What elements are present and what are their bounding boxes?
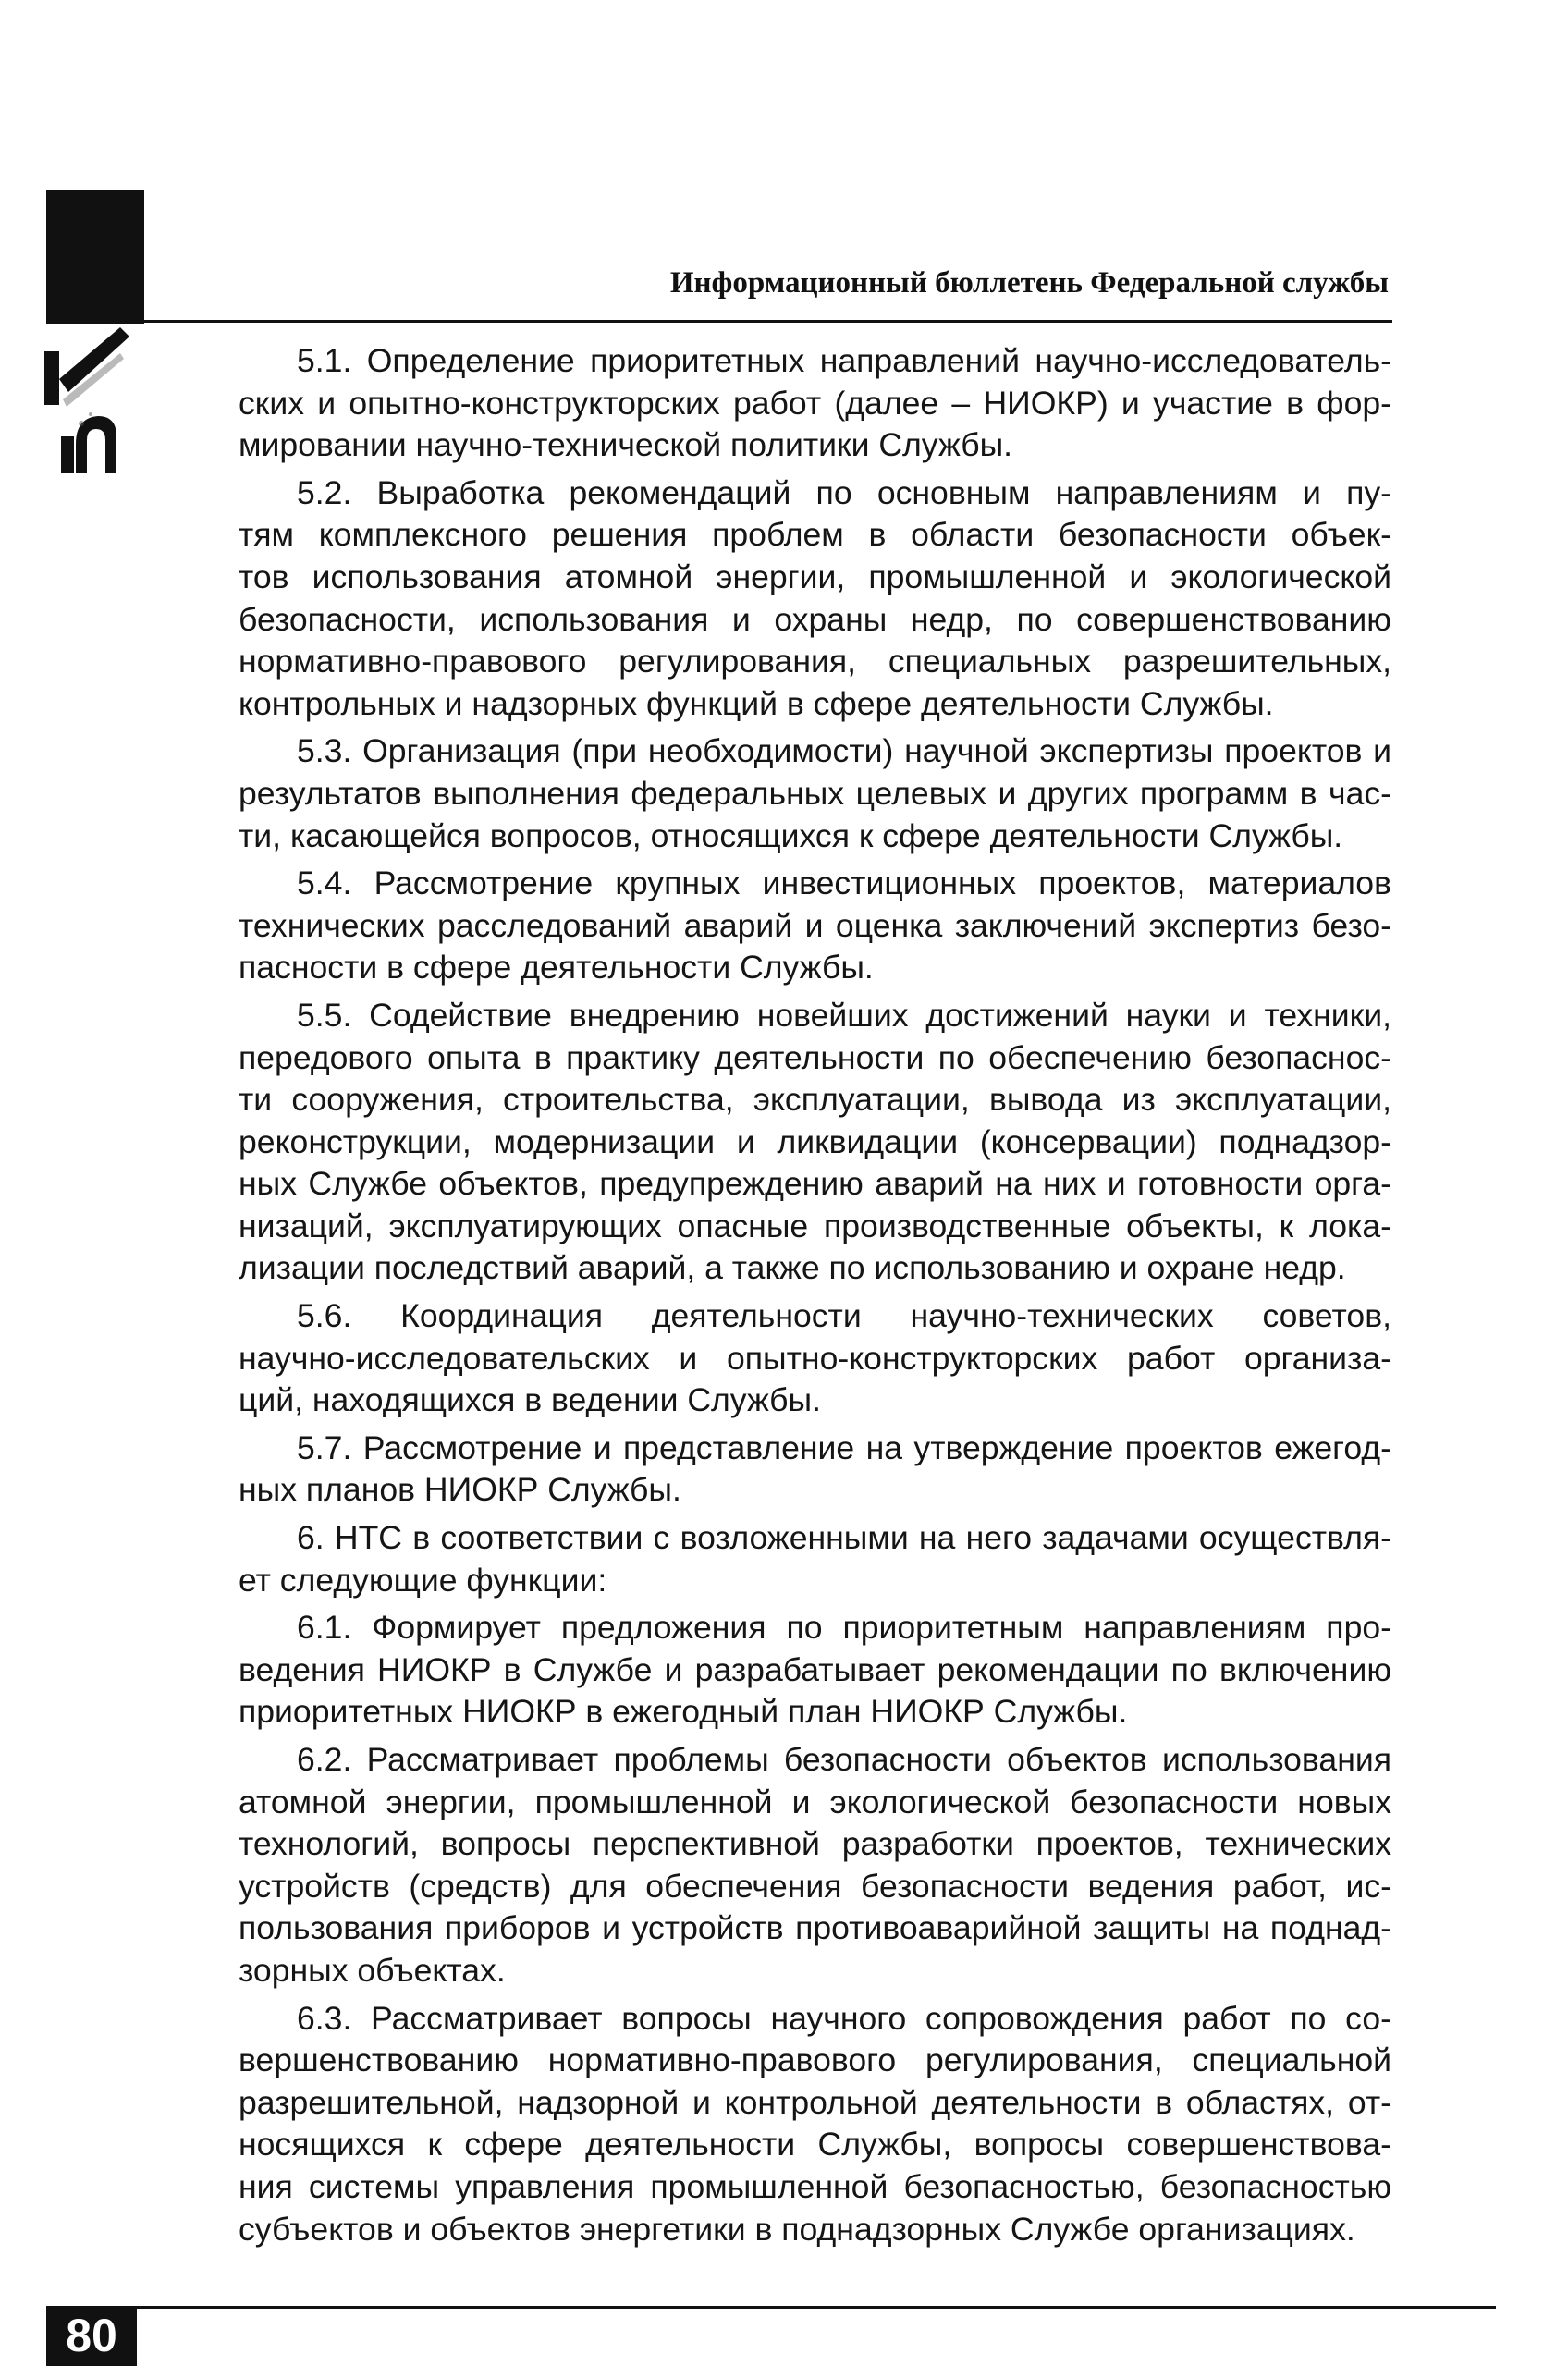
text-line: ти сооружения, строительства, эксплуатации, вывода из эксплуатации, — [239, 1081, 1391, 1119]
text-line: 5.7. Рассмотрение и представление на утверждение проектов ежегод- — [297, 1428, 1391, 1466]
text-line: 6.3. Рассматривает вопросы научного сопровождения работ по со- — [297, 1999, 1391, 2037]
text-line: субъектов и объектов энергетики в поднадзорных Службе организациях. — [239, 2210, 1355, 2248]
text-line: реконструкции, модернизации и ликвидации (консервации) поднадзор- — [239, 1122, 1391, 1160]
paragraph-5-7 — [180, 1428, 1391, 1512]
text-line: ет следующие функции: — [239, 1561, 607, 1599]
text-line: устройств (средств) для обеспечения безопасности ведения работ, ис- — [239, 1867, 1391, 1905]
text-line: пасности в сфере деятельности Службы. — [239, 949, 874, 987]
running-header-title: Информационный бюллетень Федеральной службы — [669, 266, 1389, 300]
paragraph-5-5 — [180, 995, 1391, 1290]
text-line: передового опыта в практику деятельности по обеспечению безопаснос- — [239, 1038, 1391, 1076]
text-line: носящихся к сфере деятельности Службы, вопросы совершенствова- — [239, 2126, 1391, 2164]
text-line: тов использования атомной энергии, промышленной и экологической — [239, 558, 1391, 595]
paragraph-5-2 — [180, 472, 1391, 726]
text-line: ций, находящихся в ведении Службы. — [239, 1381, 822, 1419]
text-line: ских и опытно-конструкторских работ (далее – НИОКР) и участие в фор- — [239, 384, 1391, 422]
text-line: низаций, эксплуатирующих опасные производственные объекты, к лока- — [239, 1207, 1391, 1244]
paragraph-6 — [180, 1517, 1391, 1601]
text-line: тям комплексного решения проблем в области безопасности объек- — [239, 516, 1391, 554]
text-line: ных Службе объектов, предупреждению аварий на них и готовности орга- — [239, 1165, 1391, 1203]
paragraph-5-3 — [180, 730, 1391, 857]
paragraph-5-6 — [180, 1295, 1391, 1422]
text-line: 5.3. Организация (при необходимости) научной экспертизы проектов и — [297, 732, 1391, 770]
text-line: безопасности, использования и охраны недр, по совершенствованию — [239, 600, 1391, 638]
text-line: результатов выполнения федеральных целевых и других программ в час- — [239, 774, 1391, 812]
text-line: ных планов НИОКР Службы. — [239, 1471, 681, 1509]
text-line: пользования приборов и устройств противоаварийной защиты на поднад- — [239, 1909, 1391, 1947]
paragraph-6-1 — [180, 1607, 1391, 1734]
paragraph-5-1 — [180, 340, 1391, 467]
text-line: лизации последствий аварий, а также по использованию и охране недр. — [239, 1249, 1346, 1287]
text-line: зорных объектах. — [239, 1951, 506, 1989]
paragraph-6-2 — [180, 1739, 1391, 1992]
text-line: 5.6. Координация деятельности научно-технических советов, — [297, 1297, 1391, 1335]
text-line: нормативно-правового регулирования, специальных разрешительных, — [239, 643, 1391, 680]
text-line: ти, касающейся вопросов, относящихся к сфере деятельности Службы. — [239, 816, 1343, 854]
header-rule — [144, 320, 1392, 323]
paragraph-5-4 — [180, 863, 1391, 989]
page-number: 80 — [46, 2306, 137, 2366]
text-line: 5.2. Выработка рекомендаций по основным направлениям и пу- — [297, 473, 1391, 511]
text-line: 5.1. Определение приоритетных направлений научно-исследователь- — [297, 342, 1391, 379]
text-line: приоритетных НИОКР в ежегодный план НИОКР Службы. — [239, 1693, 1128, 1731]
text-line: 5.5. Содействие внедрению новейших достижений науки и техники, — [297, 996, 1391, 1034]
text-line: ния системы управления промышленной безопасностью, безопасностью — [239, 2167, 1391, 2205]
text-line: 6.1. Формирует предложения по приоритетным направлениям про- — [297, 1609, 1391, 1647]
body-text — [180, 340, 1391, 2256]
text-line: разрешительной, надзорной и контрольной деятельности в областях, от- — [239, 2083, 1391, 2121]
publisher-logo-icon — [44, 325, 155, 483]
text-line: 5.4. Рассмотрение крупных инвестиционных проектов, материалов — [297, 864, 1391, 902]
text-line: атомной энергии, промышленной и экологической безопасности новых — [239, 1783, 1391, 1820]
text-line: мировании научно-технической политики Службы. — [239, 426, 1013, 464]
text-line: технических расследований аварий и оценка заключений экспертиз безо- — [239, 906, 1391, 944]
paragraph-6-3 — [180, 1998, 1391, 2251]
text-line: ведения НИОКР в Службе и разрабатывает рекомендации по включению — [239, 1650, 1391, 1688]
text-line: научно-исследовательских и опытно-конструкторских работ организа- — [239, 1339, 1391, 1377]
text-line: вершенствованию нормативно-правового регулирования, специальной — [239, 2041, 1391, 2079]
footer-rule — [46, 2306, 1496, 2309]
header-black-bar — [46, 190, 144, 324]
text-line: технологий, вопросы перспективной разработки проектов, технических — [239, 1825, 1391, 1863]
text-line: контрольных и надзорных функций в сфере деятельности Службы. — [239, 684, 1274, 722]
text-line: 6.2. Рассматривает проблемы безопасности объектов использования — [297, 1741, 1391, 1778]
text-line: 6. НТС в соответствии с возложенными на него задачами осуществля- — [297, 1519, 1391, 1557]
